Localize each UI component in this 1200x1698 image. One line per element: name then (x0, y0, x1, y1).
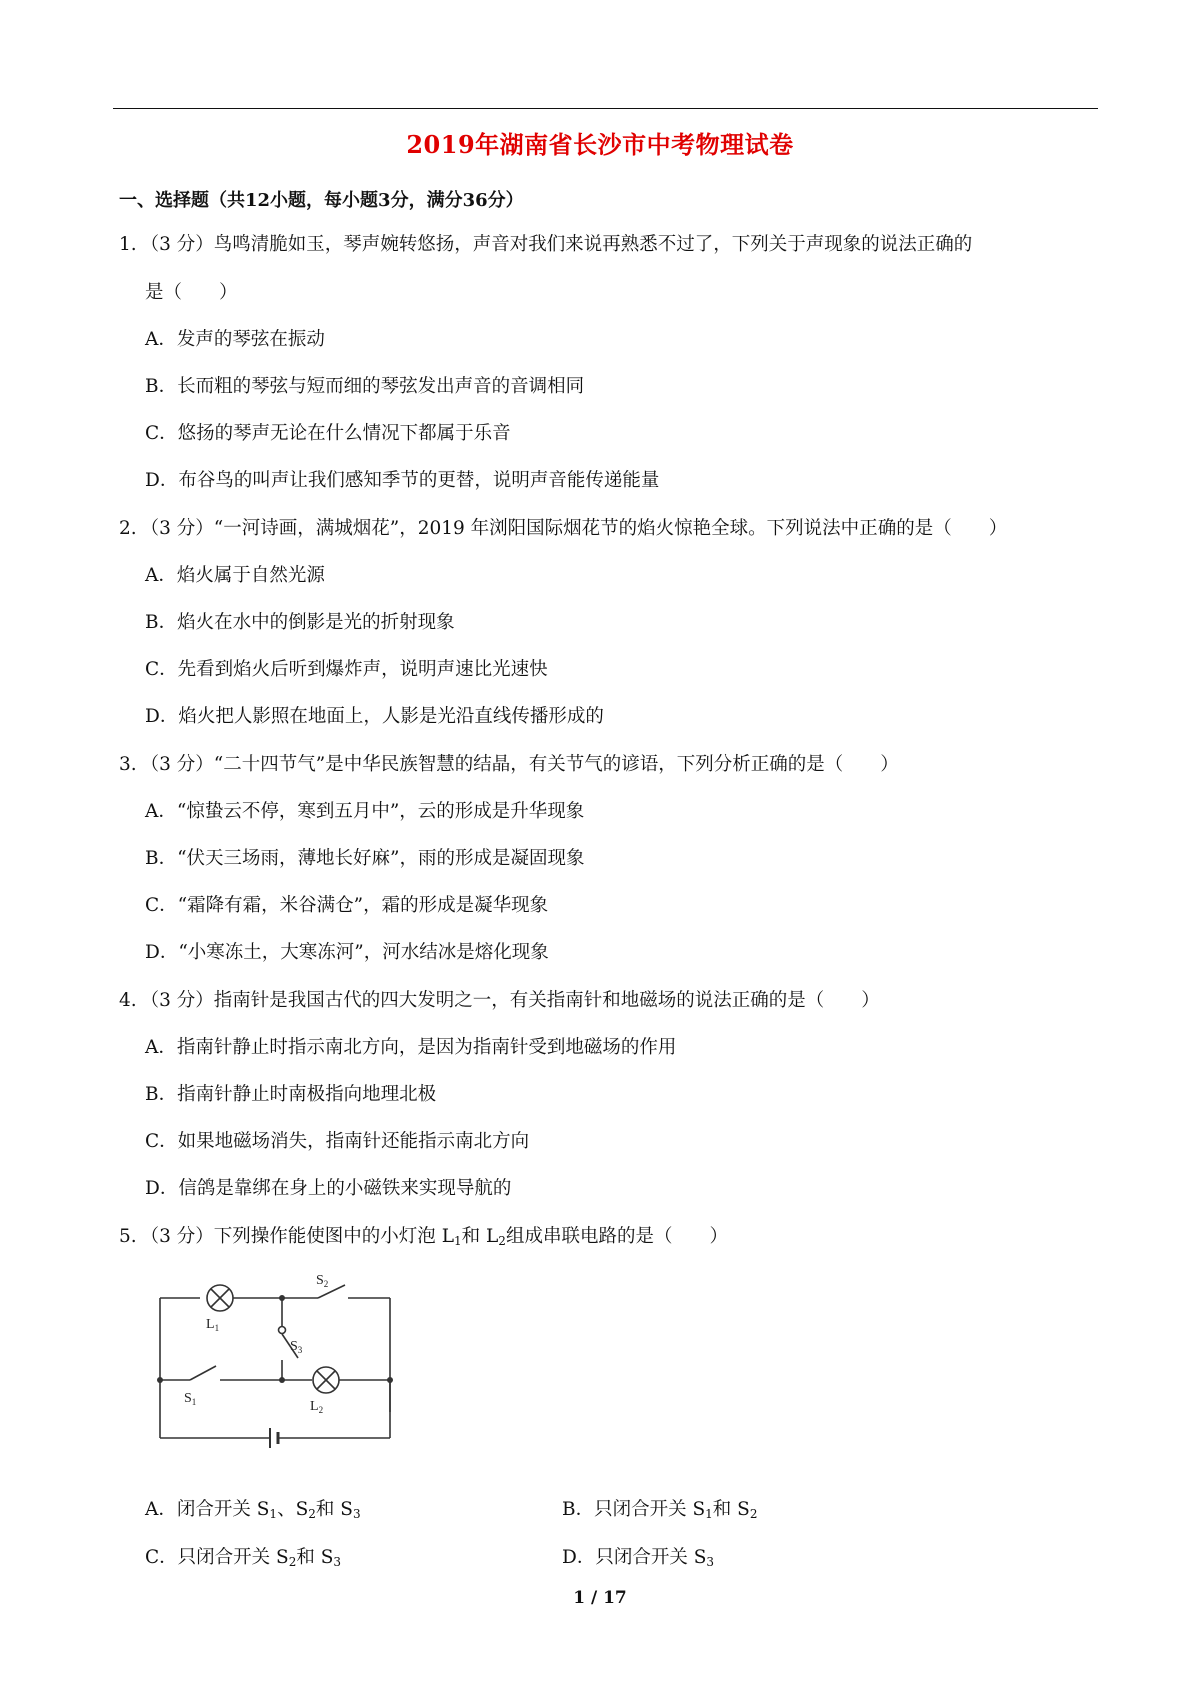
option-a: A．“惊蛰云不停，寒到五月中”，云的形成是升华现象 (145, 801, 585, 822)
header-rule (113, 108, 1098, 109)
switch-s1-icon (190, 1366, 216, 1380)
option-c: C．只闭合开关 $S_2$和 $S_3$ (145, 1547, 342, 1569)
question-stem: （3 分）“一河诗画，满城烟花”，2019 年浏阳国际烟花节的焰火惊艳全球。下列说法中正确的是（ ） (140, 518, 1008, 539)
lamp-l2-label: $L_2$ (310, 1399, 324, 1415)
question-2 (119, 516, 1007, 542)
question-number: 1. (119, 234, 137, 255)
question-stem: （3 分）“二十四节气”是中华民族智慧的结晶，有关节气的谚语，下列分析正确的是（ ） (140, 754, 899, 775)
option-a: A．指南针静止时指示南北方向，是因为指南针受到地磁场的作用 (145, 1037, 677, 1058)
question-stem-continued: 是（ ） (145, 282, 238, 303)
option-b: B．只闭合开关 $S_1$和 $S_2$ (562, 1499, 758, 1521)
lamp-l1-label: $L_1$ (206, 1317, 220, 1333)
question-stem: （3 分）鸟鸣清脆如玉，琴声婉转悠扬，声音对我们来说再熟悉不过了，下列关于声现象的说法正确的 (140, 234, 973, 255)
option-a: A．闭合开关 $S_1$、$S_2$和 $S_3$ (145, 1499, 361, 1521)
option-d: D．布谷鸟的叫声让我们感知季节的更替，说明声音能传递能量 (145, 470, 660, 491)
option-d: D．只闭合开关 $S_3$ (562, 1547, 715, 1569)
page-title: 2019年湖南省长沙市中考物理试卷 (406, 130, 794, 159)
page-number: 1 / 17 (573, 1588, 627, 1608)
option-c: C．先看到焰火后听到爆炸声，说明声速比光速快 (145, 659, 548, 680)
switch-s1-label: $S_1$ (184, 1391, 197, 1407)
question-stem: （3 分）指南针是我国古代的四大发明之一，有关指南针和地磁场的说法正确的是（ ） (140, 990, 880, 1011)
option-d: D．焰火把人影照在地面上，人影是光沿直线传播形成的 (145, 706, 604, 727)
option-c: C．如果地磁场消失，指南针还能指示南北方向 (145, 1131, 530, 1152)
question-number: 2. (119, 518, 137, 539)
question-4 (119, 988, 880, 1014)
question-number: 4. (119, 990, 137, 1011)
option-a: A．焰火属于自然光源 (145, 565, 325, 586)
option-c: C．悠扬的琴声无论在什么情况下都属于乐音 (145, 423, 511, 444)
question-3 (119, 752, 899, 778)
circuit-diagram (140, 1270, 410, 1460)
question-5 (119, 1224, 728, 1254)
switch-s3-label: $S_3$ (290, 1339, 303, 1355)
question-1 (119, 232, 972, 258)
section-heading: 一、选择题（共12小题，每小题3分，满分36分） (119, 190, 524, 211)
option-b: B．“伏天三场雨，薄地长好麻”，雨的形成是凝固现象 (145, 848, 585, 869)
option-b: B．长而粗的琴弦与短而细的琴弦发出声音的音调相同 (145, 376, 585, 397)
question-number: 3. (119, 754, 137, 775)
option-b: B．指南针静止时南极指向地理北极 (145, 1084, 437, 1105)
option-b: B．焰火在水中的倒影是光的折射现象 (145, 612, 455, 633)
switch-s2-label: $S_2$ (316, 1273, 329, 1289)
question-stem: （3 分）下列操作能使图中的小灯泡 $L_1$和 $L_2$组成串联电路的是（ ） (140, 1226, 728, 1248)
question-number: 5. (119, 1226, 137, 1247)
option-d: D．“小寒冻土，大寒冻河”，河水结冰是熔化现象 (145, 942, 549, 963)
option-d: D．信鸽是靠绑在身上的小磁铁来实现导航的 (145, 1178, 512, 1199)
option-c: C．“霜降有霜，米谷满仓”，霜的形成是凝华现象 (145, 895, 549, 916)
option-a: A．发声的琴弦在振动 (145, 329, 325, 350)
